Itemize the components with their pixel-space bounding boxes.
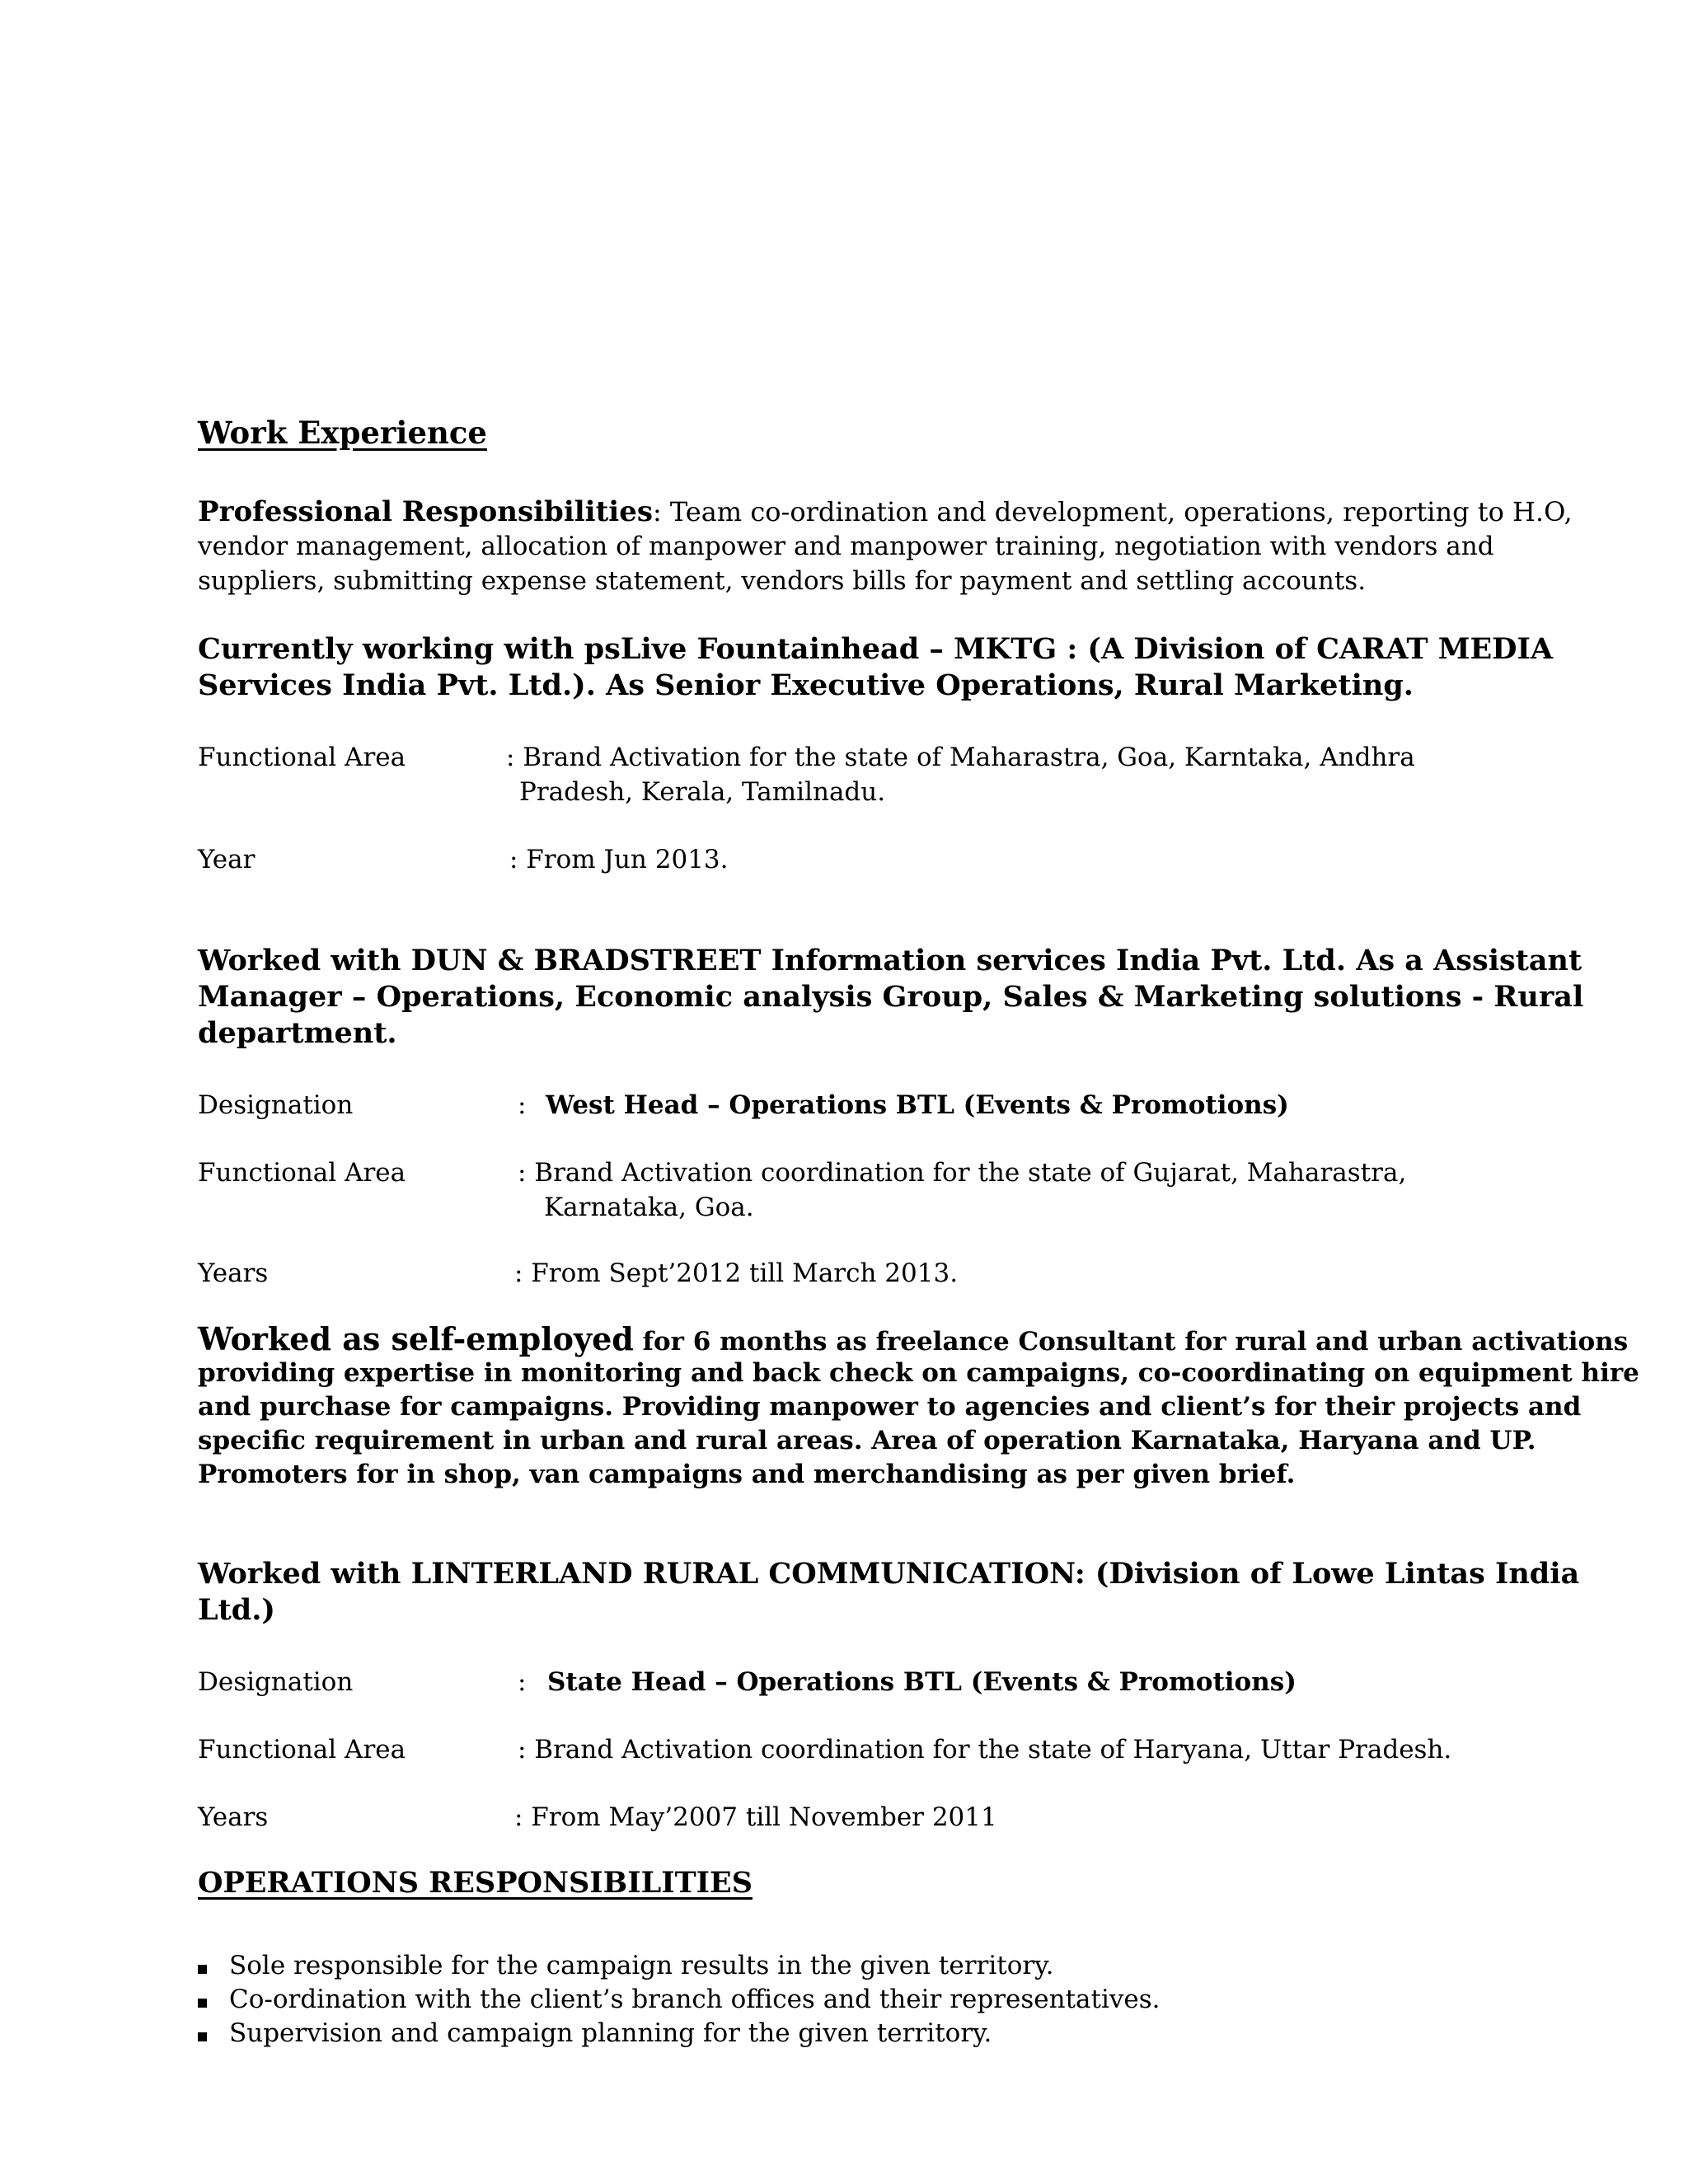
professional-responsibilities-text: : Team co-ordination and development, operations, reporting to H.O, [652, 496, 1573, 527]
job3-designation-colon: : [518, 1667, 527, 1697]
work-experience-heading: Work Experience [198, 415, 487, 451]
operations-item-1: Sole responsible for the campaign results in the given territory. [229, 1951, 1054, 1980]
self-employed-line1-rest: for 6 months as freelance Consultant for rural and urban activations [633, 1327, 1629, 1357]
job3-title-line1: Worked with LINTERLAND RURAL COMMUNICATION: (Division of Lowe Lintas India [198, 1557, 1580, 1591]
bullet-icon [198, 2032, 207, 2041]
job1-functional-area-label: Functional Area [198, 743, 406, 772]
job1-title-line1: Currently working with psLive Fountainhead – MKTG : (A Division of CARAT MEDIA [198, 632, 1554, 666]
job2-designation-label: Designation [198, 1090, 354, 1120]
job2-designation-value: West Head – Operations BTL (Events & Promotions) [546, 1090, 1289, 1120]
job2-functional-area-label: Functional Area [198, 1158, 406, 1188]
job3-functional-area-label: Functional Area [198, 1735, 406, 1765]
operations-item-2: Co-ordination with the client’s branch offices and their representatives. [229, 1985, 1160, 2014]
job3-functional-area-value: : Brand Activation coordination for the state of Haryana, Uttar Pradesh. [518, 1735, 1452, 1765]
bullet-icon [198, 1965, 207, 1974]
job1-title-line2: Services India Pvt. Ltd.). As Senior Executive Operations, Rural Marketing. [198, 668, 1414, 702]
job2-years-value: : From Sept’2012 till March 2013. [514, 1258, 959, 1288]
job2-title-line1: Worked with DUN & BRADSTREET Information services India Pvt. Ltd. As a Assistant [198, 944, 1582, 977]
job2-designation-colon: : [518, 1090, 527, 1120]
job2-title-line3: department. [198, 1016, 397, 1050]
job1-functional-area-value-line2: Pradesh, Kerala, Tamilnadu. [519, 777, 886, 807]
professional-responsibilities-label: Professional Responsibilities [198, 495, 653, 528]
self-employed-line3: and purchase for campaigns. Providing manpower to agencies and client’s for their projects and [198, 1392, 1582, 1422]
job3-title-line2: Ltd.) [198, 1593, 275, 1627]
operations-item-3: Supervision and campaign planning for the given territory. [229, 2018, 992, 2048]
professional-responsibilities-line2: vendor management, allocation of manpower and manpower training, negotiation with vendors and [198, 532, 1494, 561]
bullet-icon [198, 1999, 207, 2008]
professional-responsibilities-line1 [198, 494, 1573, 529]
job2-title-line2: Manager – Operations, Economic analysis Group, Sales & Marketing solutions - Rural [198, 980, 1584, 1014]
job2-functional-area-value-line1: : Brand Activation coordination for the state of Gujarat, Maharastra, [518, 1158, 1407, 1188]
job3-years-label: Years [198, 1802, 269, 1832]
self-employed-line2: providing expertise in monitoring and back check on campaigns, co-coordinating on equipment hire [198, 1358, 1639, 1388]
self-employed-lead: Worked as self-employed [198, 1320, 634, 1357]
self-employed-line5: Promoters for in shop, van campaigns and merchandising as per given brief. [198, 1460, 1296, 1489]
job3-years-value: : From May’2007 till November 2011 [514, 1802, 997, 1832]
professional-responsibilities-line3: suppliers, submitting expense statement, vendors bills for payment and settling accounts. [198, 566, 1367, 596]
job1-year-label: Year [198, 845, 256, 874]
self-employed-line4: specific requirement in urban and rural areas. Area of operation Karnataka, Haryana and UP. [198, 1426, 1536, 1455]
job1-functional-area-value-line1: : Brand Activation for the state of Maharastra, Goa, Karntaka, Andhra [506, 743, 1415, 772]
job2-functional-area-value-line2: Karnataka, Goa. [544, 1193, 754, 1222]
job2-years-label: Years [198, 1258, 269, 1288]
job3-designation-label: Designation [198, 1667, 354, 1697]
job1-year-value: : From Jun 2013. [509, 845, 729, 874]
self-employed-line1 [198, 1322, 1628, 1359]
job3-designation-value: State Head – Operations BTL (Events & Promotions) [547, 1667, 1296, 1697]
operations-responsibilities-heading: OPERATIONS RESPONSIBILITIES [198, 1866, 753, 1900]
